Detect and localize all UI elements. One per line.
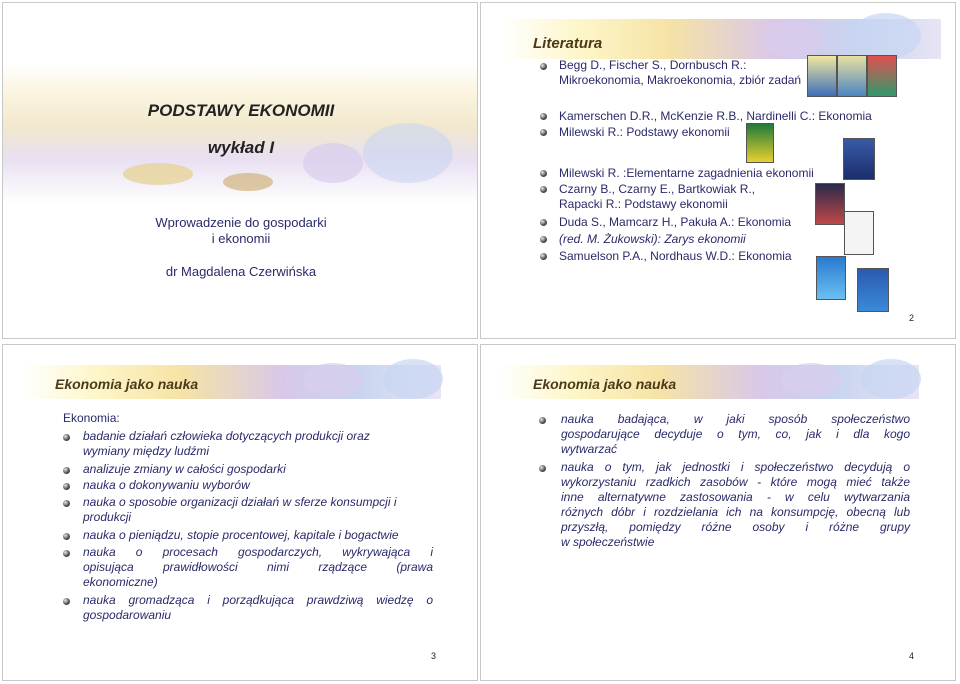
bullet-icon bbox=[540, 219, 547, 226]
bullet-icon bbox=[63, 550, 70, 557]
definition-item bbox=[83, 462, 286, 477]
definition-line: ekonomiczne) bbox=[83, 575, 158, 589]
slide-title bbox=[2, 2, 478, 339]
definition-line: nauka o procesach gospodarczych, wykrywająca i bbox=[83, 545, 433, 559]
bullet-icon bbox=[540, 253, 547, 260]
bullet-icon bbox=[63, 467, 70, 474]
literature-item bbox=[559, 182, 755, 212]
definition-item bbox=[561, 460, 910, 550]
literature-line: Rapacki R.: Podstawy ekonomii bbox=[559, 197, 728, 211]
slide-economics-science-2 bbox=[480, 344, 956, 681]
definition-item bbox=[83, 429, 433, 459]
literature-item bbox=[559, 166, 814, 181]
flower-decoration bbox=[383, 359, 443, 399]
literature-item bbox=[559, 232, 746, 247]
definition-item bbox=[561, 412, 910, 457]
bullet-icon bbox=[540, 236, 547, 243]
bullet-icon bbox=[63, 533, 70, 540]
definition-line: gospodarujące decyduje o tym, co, jak i dla kogo bbox=[561, 427, 910, 441]
flower-decoration bbox=[781, 363, 841, 397]
literature-line: Mikroekonomia, Makroekonomia, zbiór zadań bbox=[559, 73, 802, 87]
literature-line: Begg D., Fischer S., Dornbusch R.: bbox=[559, 58, 747, 72]
lecture-subtitle: wykład I bbox=[207, 138, 275, 157]
page-number: 4 bbox=[909, 651, 915, 661]
literature-line: Duda S., Mamcarz H., Pakuła A.: Ekonomia bbox=[559, 215, 792, 229]
bullet-icon bbox=[540, 113, 547, 120]
slide-heading: Ekonomia jako nauka bbox=[533, 376, 677, 392]
flower-decoration bbox=[861, 359, 921, 399]
definition-line: nauka gromadząca i porządkująca prawdziwą wiedzę o bbox=[83, 593, 433, 607]
definition-item bbox=[83, 495, 433, 525]
book-cover-image bbox=[843, 138, 875, 180]
definition-line: wykorzystaniu rzadkich zasobów - które mogą mieć także bbox=[561, 475, 910, 489]
book-cover-image bbox=[815, 183, 845, 225]
page-number: 2 bbox=[909, 313, 915, 323]
definition-line: nauka badająca, w jaki sposób społeczeństwo bbox=[561, 412, 910, 426]
slide-literature bbox=[480, 2, 956, 339]
definition-line: gospodarowaniu bbox=[83, 608, 172, 622]
bullet-icon bbox=[540, 129, 547, 136]
book-cover-image bbox=[807, 55, 837, 97]
flower-decoration bbox=[851, 13, 921, 59]
definition-line: nauka o pieniądzu, stopie procentowej, kapitale i bogactwie bbox=[83, 528, 399, 542]
definition-line: opisująca prawidłowości nimi rządzące (prawa bbox=[83, 560, 433, 574]
slide-heading: Ekonomia jako nauka bbox=[55, 376, 199, 392]
bullet-icon bbox=[63, 434, 70, 441]
literature-item bbox=[559, 58, 801, 88]
bullet-icon bbox=[539, 417, 546, 424]
bullet-icon bbox=[540, 63, 547, 70]
definition-line: badanie działań człowieka dotyczących produkcji oraz bbox=[83, 429, 370, 443]
definition-line: wymiany między ludźmi bbox=[83, 444, 210, 458]
definition-line: nauka o sposobie organizacji działań w sferze konsumpcji i bbox=[83, 495, 397, 509]
literature-line: Milewski R. :Elementarne zagadnienia ekonomii bbox=[559, 166, 814, 180]
book-cover-image bbox=[816, 256, 846, 300]
definition-line: analizuje zmiany w całości gospodarki bbox=[83, 462, 286, 476]
literature-line: (red. M. Żukowski): Zarys ekonomii bbox=[559, 232, 746, 246]
slide-heading: Literatura bbox=[533, 35, 603, 52]
definition-line: nauka o tym, jak jednostki i społeczeństwo decydują o bbox=[561, 460, 910, 474]
definition-line: różnych dóbr i rozdzielania ich na konsumpcję, obecną lub bbox=[561, 505, 910, 519]
bullet-icon bbox=[539, 465, 546, 472]
bullet-icon bbox=[63, 483, 70, 490]
definition-line: przyszłą, pomiędzy różne osoby i różne grupy bbox=[561, 520, 910, 534]
author: dr Magdalena Czerwińska bbox=[165, 264, 317, 279]
bullet-icon bbox=[63, 598, 70, 605]
topic-line: Wprowadzenie do gospodarki bbox=[155, 215, 327, 230]
definition-line: produkcji bbox=[83, 510, 132, 524]
literature-item bbox=[559, 215, 791, 230]
slide-economics-science bbox=[2, 344, 478, 681]
book-cover-image bbox=[867, 55, 897, 97]
book-cover-image bbox=[837, 55, 867, 97]
leaf-decoration bbox=[223, 173, 273, 191]
definition-line: w społeczeństwie bbox=[561, 535, 655, 549]
literature-line: Samuelson P.A., Nordhaus W.D.: Ekonomia bbox=[559, 249, 792, 263]
definition-item bbox=[83, 528, 399, 543]
bullet-icon bbox=[540, 170, 547, 177]
literature-item bbox=[559, 125, 730, 140]
page-number: 3 bbox=[431, 651, 437, 661]
definition-item bbox=[83, 478, 250, 493]
definition-item bbox=[83, 545, 433, 590]
intro-label: Ekonomia: bbox=[63, 411, 120, 425]
literature-line: Czarny B., Czarny E., Bartkowiak R., bbox=[559, 182, 756, 196]
leaf-decoration bbox=[123, 163, 193, 185]
literature-line: Milewski R.: Podstawy ekonomii bbox=[559, 125, 730, 139]
flower-decoration bbox=[303, 363, 363, 397]
literature-line: Kamerschen D.R., McKenzie R.B., Nardinelli C.: Ekonomia bbox=[559, 109, 872, 123]
definition-line: inne alternatywne zastosowania - w celu wytwarzania bbox=[561, 490, 910, 504]
book-cover-image bbox=[857, 268, 889, 312]
bullet-icon bbox=[63, 500, 70, 507]
definition-line: wytwarzać bbox=[561, 442, 618, 456]
literature-item bbox=[559, 249, 792, 264]
book-cover-image bbox=[746, 123, 774, 163]
flower-decoration bbox=[761, 21, 821, 57]
topic-line: i ekonomii bbox=[211, 231, 271, 246]
definition-line: nauka o dokonywaniu wyborów bbox=[83, 478, 250, 492]
bullet-icon bbox=[540, 186, 547, 193]
definition-item bbox=[83, 593, 433, 623]
book-cover-image bbox=[844, 211, 874, 255]
page-title: PODSTAWY EKONOMII bbox=[147, 101, 335, 120]
literature-item bbox=[559, 109, 872, 124]
